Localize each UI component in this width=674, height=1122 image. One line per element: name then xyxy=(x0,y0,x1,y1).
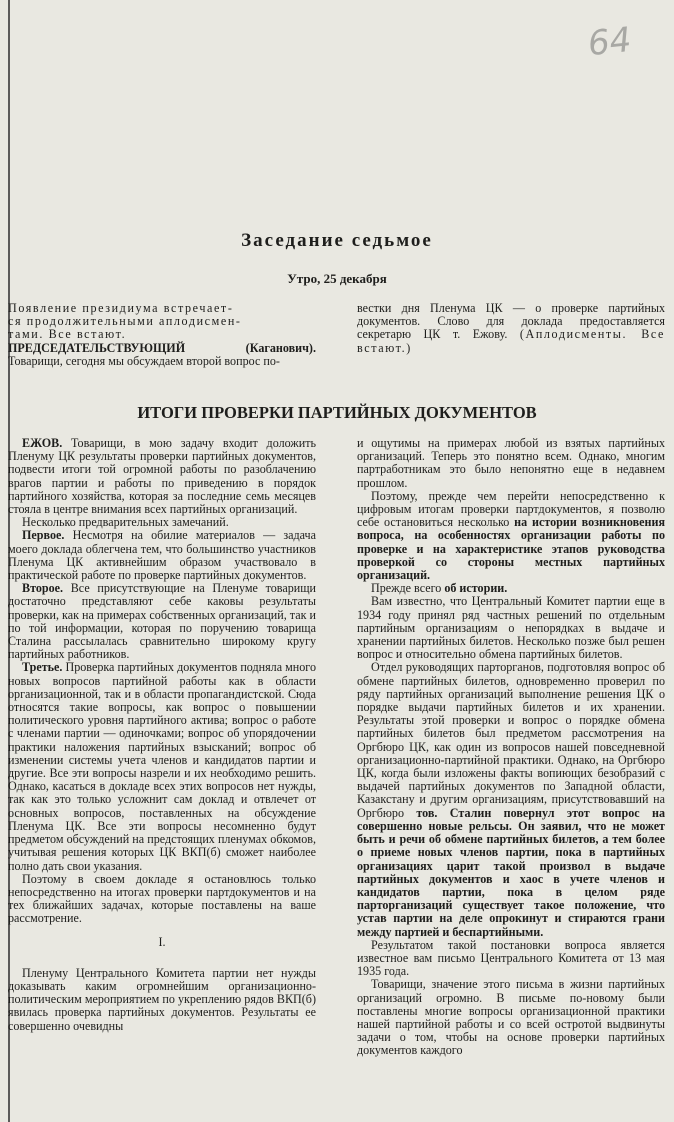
chairman-paragraph xyxy=(8,342,316,368)
paragraph: и ощутимы на примерах любой из взятых партийных организаций. Теперь это понятно всем. Однако, многим партработникам это было непонятно еще в недавнем прошлом. xyxy=(357,436,665,490)
section-number: I. xyxy=(158,934,166,949)
report-right-column xyxy=(357,437,665,1058)
session-subtitle: Утро, 25 декабря xyxy=(287,271,387,286)
paragraph: Результатом такой постановки вопроса является известное вам письмо Центрального Комитета от 13 мая 1935 года. xyxy=(357,937,665,979)
report-left-column xyxy=(8,437,316,1033)
paragraph: Поэтому в своем докладе я остановлюсь только непосредственно на итогах проверки партдокументов и на тех ближайших задачах, которые поставлены на ваше рассмотрение. xyxy=(8,871,316,926)
stage-direction: (Аплодисменты. Все встают.) xyxy=(357,327,665,355)
paragraph-bold-text: об истории. xyxy=(444,581,508,596)
paragraph: Вам известно, что Центральный Комитет партии еще в 1934 году принял ряд частных решений по отдельным партийным организациям о непорядках в выдаче и хранении партийных билетов. Несколько позже был решен вопрос и относительно обмена партийных билетов. xyxy=(357,594,665,662)
paragraph xyxy=(357,661,665,938)
paragraph-text: вестки дня Пленума ЦК — о проверке партийных документов. Слово для доклада предоставляется секретарю ЦК т. Ежову. xyxy=(357,301,665,342)
paragraph: Пленуму Центрального Комитета партии нет нужды доказывать каким огромнейшим организационно-политическим мероприятием по укреплению рядов ВКП(б) явилась проверка партийных документов. Результаты ее совершенно очевидны xyxy=(8,965,316,1033)
speaker-name: ЕЖОВ. xyxy=(22,436,63,450)
report-title: ИТОГИ ПРОВЕРКИ ПАРТИЙНЫХ ДОКУМЕНТОВ xyxy=(137,403,537,422)
paragraph-text: Поэтому, прежде чем перейти непосредственно к цифровым итогам проверки партдокументов, я позволю себе остановиться несколько xyxy=(357,488,665,530)
paragraph-lead: Первое. xyxy=(22,528,65,543)
paragraph xyxy=(8,437,316,516)
paragraph xyxy=(8,661,316,872)
paragraph-bold-text: на истории возникновения вопроса, на особенностях организации работы по проверке и на характеристике этапов руководства проверкой со стороны местных партийных организаций. xyxy=(357,515,665,583)
intro-right-column xyxy=(357,302,665,355)
stage-direction-line: ся продолжительными аплодисмен- xyxy=(8,314,242,329)
paragraph-text: Отдел руководящих парторганов, подготовляя вопрос об обмене партийных билетов, одновременно проверил по ряду партийных организаций выполнение решения ЦК о порядке выдачи партийных билетов и их хранении. Результаты этой проверки и вопрос о порядке обмена партийных билетов был предметом рассмотрения на Оргбюро ЦК, как один из вопросов нашей повседневной организационно-партийной практики. Однако, на Оргбюро ЦК, когда были изложены факты вопиющих безобразий с выдачей партийных документов по Западной области, Казакстану и другим организациям, присутствовавший на Оргбюро xyxy=(357,660,665,820)
paragraph-text: Все присутствующие на Пленуме товарищи достаточно представляют себе каковы результаты проверки, как на примерах собственных организаций, так и по той информации, которая по поручению товарища Сталина рассылалась сравнительно широкому кругу партийных работников. xyxy=(8,581,316,662)
intro-left-column xyxy=(8,302,316,368)
paragraph-text: Проверка партийных документов подняла много новых вопросов партийной работы как в области организационной, так и в области пропагандистской. Сюда относятся такие вопросы, как вопрос о повышении политического уровня партийного актива; вопрос о работе с членами партии — одиночками; вопрос об упорядочении практики наложения партийных взысканий; вопрос об изменении системы учета членов и кандидатов партии и другие. Все эти вопросы назрели и их необходимо решить. Однако, касаться в докладе всех этих вопросов нет нужды, так как это только усложнит сам доклад и отвлечет от основных вопросов, поставленных на обсуждение Пленума ЦК. Все эти вопросы несомненно будут предметом обсуждений на предстоящих пленумах обкомов, учитывая решения которых ЦК ВКП(б) сможет наиболее полно дать свои указания. xyxy=(8,660,316,873)
paragraph-text: Товарищи, сегодня мы обсуждаем второй вопрос по- xyxy=(8,353,280,368)
paragraph-text: Прежде всего xyxy=(371,581,445,596)
chairman-paragraph-continued xyxy=(357,302,665,355)
paragraph xyxy=(357,490,665,582)
session-title: Заседание седьмое xyxy=(241,230,433,251)
page-number: 64 xyxy=(586,19,634,65)
paragraph-text: Несмотря на обилие материалов — задача моего доклада облегчена тем, что большинство участников Пленума ЦК активнейшим образом участвовало в практической работе по проверке партийных документов. xyxy=(8,528,316,583)
paragraph xyxy=(8,582,316,661)
paragraph-lead: Второе. xyxy=(22,581,64,596)
paragraph-bold-text: тов. Сталин повернул этот вопрос на совершенно новые рельсы. Он заявил, что не может быть и речи об обмене партийных билетов, а тем более о приеме новых членов партии, пока в партийных организациях царит такой произвол в выдаче партийных документов и хаос в учете членов и кандидатов партии, пока в целом ряде парторганизаций существует такое положение, что устав партии на деле опрокинут и стираются грани между партией и беспартийными. xyxy=(357,805,666,939)
paragraph: Товарищи, значение этого письма в жизни партийных организаций огромно. В письме по-новому были поставлены многие вопросы организационной практики нашей партийной работы и со всей остротой выдвинуты задачи о том, чтобы на основе проверки партийных документов каждого xyxy=(357,977,665,1058)
stage-direction-line: тами. Все встают. xyxy=(8,327,127,342)
paragraph xyxy=(8,529,316,582)
speaker-name: ПРЕДСЕДАТЕЛЬСТВУЮЩИЙ (Каганович). xyxy=(8,340,316,355)
paragraph-text: Товарищи, в мою задачу входит доложить Пленуму ЦК результаты проверки партийных документов, подвести итоги той огромной работы по разоблачению врагов партии и работы по приведению в порядок партийного хозяйства, которая за последние семь месяцев стояла в центре внимания всех партийных организаций. xyxy=(8,436,316,517)
paragraph: Несколько предварительных замечаний. xyxy=(22,515,229,530)
stage-direction-line: Появление президиума встречает- xyxy=(8,301,234,315)
paragraph-lead: Третье. xyxy=(22,660,63,675)
